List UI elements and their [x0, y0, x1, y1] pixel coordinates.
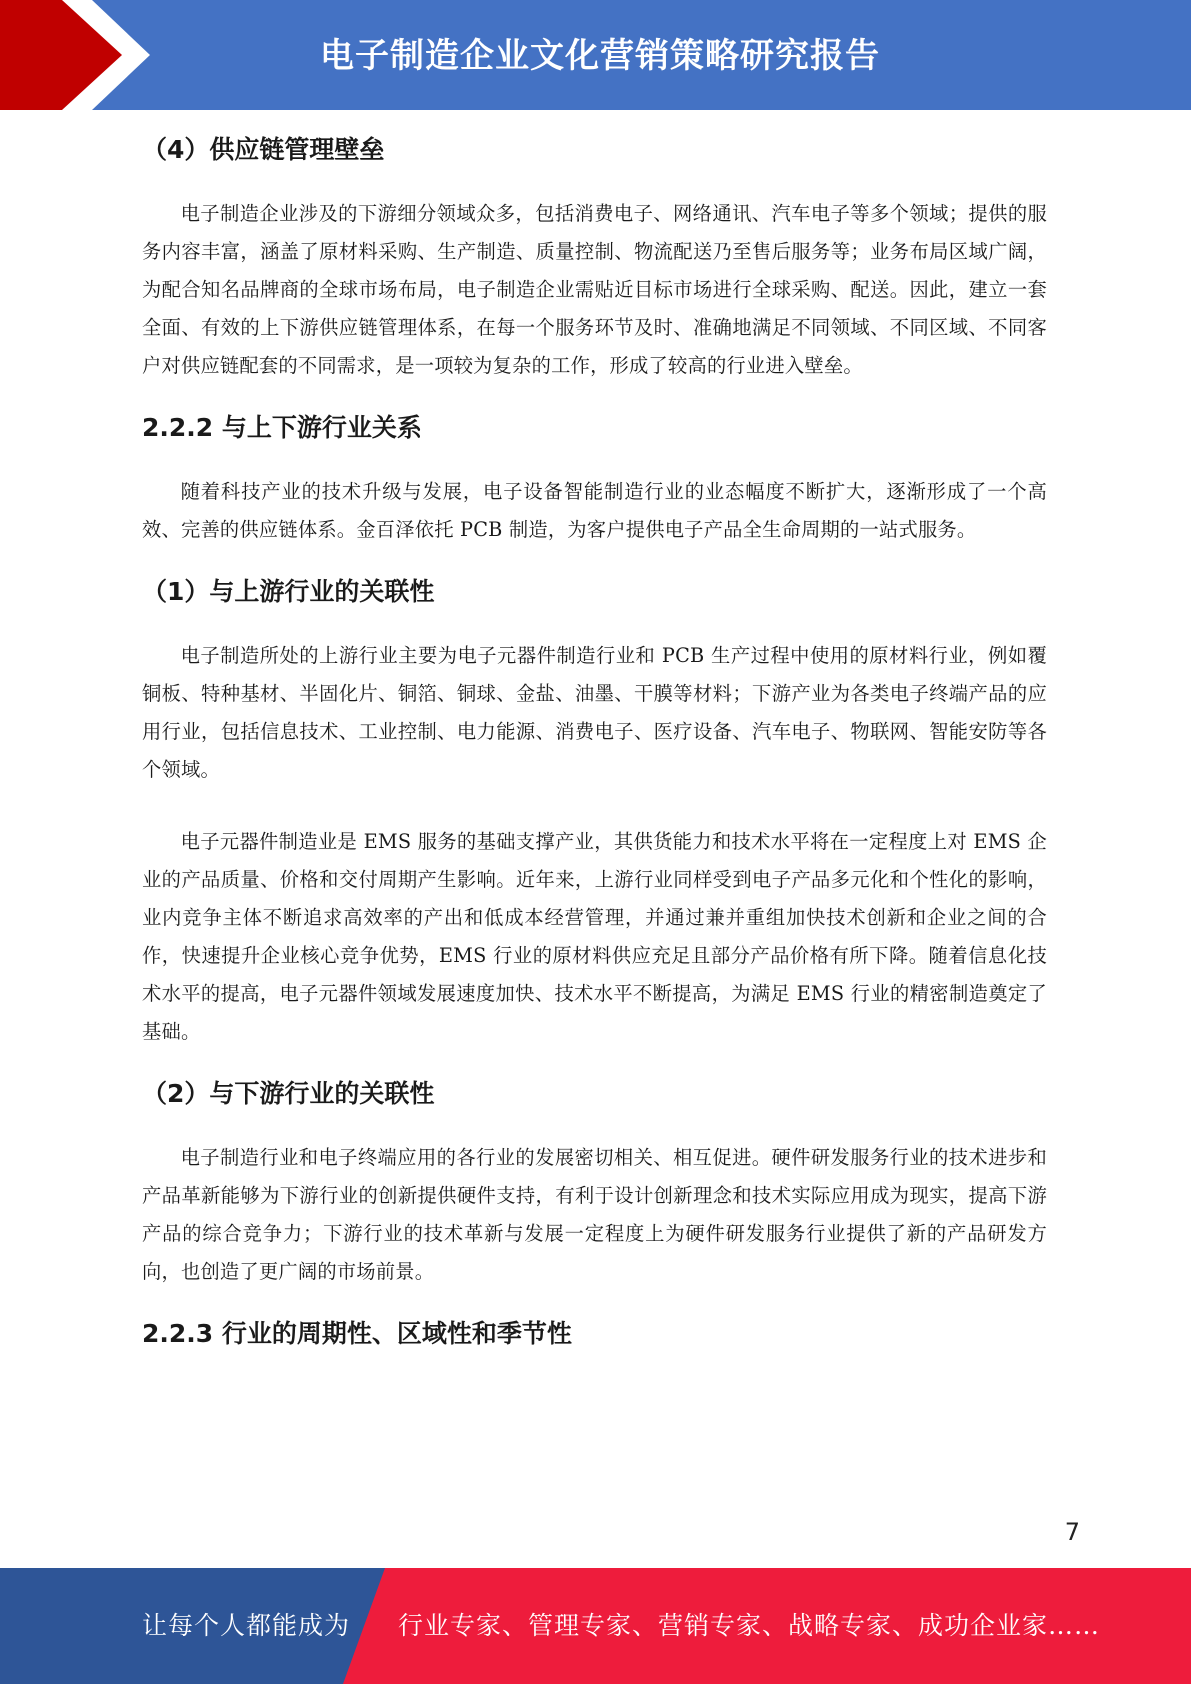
header-title: 电子制造企业文化营销策略研究报告 — [320, 36, 880, 76]
section-heading-2-2-3: 2.2.3 行业的周期性、区域性和季节性 — [142, 1319, 572, 1348]
paragraph-upstream-1: 电子制造所处的上游行业主要为电子元器件制造行业和 PCB 生产过程中使用的原材料行业，例如覆铜板、特种基材、半固化片、铜箔、铜球、金盐、油墨、干膜等材料；下游产业为各类电子终端产品的应用行业，包括信息技术、工业控制、电力能源、消费电子、医疗设备、汽车电子、物联网、智能安防等各个领域。 — [142, 644, 1047, 781]
section-heading-2-2-2: 2.2.2 与上下游行业关系 — [142, 413, 422, 442]
paragraph-industry-relations: 随着科技产业的技术升级与发展，电子设备智能制造行业的业态幅度不断扩大，逐渐形成了一个高效、完善的供应链体系。金百泽依托 PCB 制造，为客户提供电子产品全生命周期的一站式服务。 — [142, 480, 1047, 541]
header-chevron-graphic — [0, 0, 160, 110]
subheading-downstream: （2）与下游行业的关联性 — [142, 1079, 435, 1108]
footer-slogan-left: 让每个人都能成为 — [142, 1611, 351, 1640]
paragraph-supply-chain: 电子制造企业涉及的下游细分领域众多，包括消费电子、网络通讯、汽车电子等多个领域；提供的服务内容丰富，涵盖了原材料采购、生产制造、质量控制、物流配送乃至售后服务等；业务布局区域广阔，为配合知名品牌商的全球市场布局，电子制造企业需贴近目标市场进行全球采购、配送。因此，建立一套全面、有效的上下游供应链管理体系，在每一个服务环节及时、准确地满足不同领域、不同区域、不同客户对供应链配套的不同需求，是一项较为复杂的工作，形成了较高的行业进入壁垒。 — [142, 202, 1047, 377]
subheading-supply-chain-barrier: （4）供应链管理壁垒 — [142, 135, 385, 164]
subheading-upstream: （1）与上游行业的关联性 — [142, 577, 435, 606]
paragraph-downstream: 电子制造行业和电子终端应用的各行业的发展密切相关、相互促进。硬件研发服务行业的技术进步和产品革新能够为下游行业的创新提供硬件支持，有利于设计创新理念和技术实际应用成为现实，提高下游产品的综合竞争力；下游行业的技术革新与发展一定程度上为硬件研发服务行业提供了新的产品研发方向，也创造了更广阔的市场前景。 — [142, 1146, 1047, 1283]
footer-slogan-right: 行业专家、管理专家、营销专家、战略专家、成功企业家…… — [398, 1611, 1101, 1640]
page-number: 7 — [1064, 1518, 1080, 1546]
page-header — [0, 0, 1191, 110]
paragraph-upstream-2: 电子元器件制造业是 EMS 服务的基础支撑产业，其供货能力和技术水平将在一定程度上对 EMS 企业的产品质量、价格和交付周期产生影响。近年来，上游行业同样受到电子产品多元化和个性化的影响，业内竞争主体不断追求高效率的产出和低成本经营管理，并通过兼并重组加快技术创新和企业之间的合作，快速提升企业核心竞争优势，EMS 行业的原材料供应充足且部分产品价格有所下降。随着信息化技术水平的提高，电子元器件领域发展速度加快、技术水平不断提高，为满足 EMS 行业的精密制造奠定了基础。 — [142, 830, 1047, 1043]
document-body — [142, 125, 1047, 1359]
page-footer — [0, 1568, 1191, 1684]
